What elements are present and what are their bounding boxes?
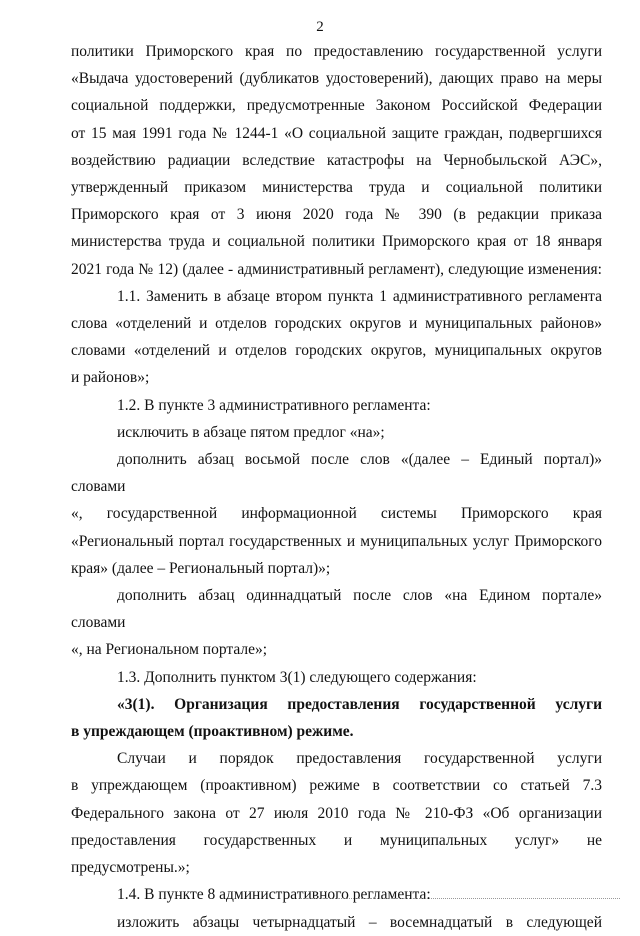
section-heading-line: «3(1). Организация предоставления государственной услуги xyxy=(117,695,602,713)
text-line: 1.1. Заменить в абзаце втором пункта 1 административного регламента xyxy=(117,287,602,305)
text-line: исключить в абзаце пятом предлог «на»; xyxy=(117,423,385,441)
text-line: 2021 года № 12) (далее - административный регламент), следующие изменения: xyxy=(71,260,602,278)
text-line: политики Приморского края по предоставлению государственной услуги xyxy=(71,43,602,60)
text-line: и районов»; xyxy=(71,369,150,387)
text-line: слова «отделений и отделов городских округов и муниципальных районов» xyxy=(71,315,602,333)
text-line: изложить абзацы четырнадцатый – восемнадцатый в следующей xyxy=(117,913,602,931)
text-line: «Региональный портал государственных и муниципальных услуг Приморского xyxy=(71,532,602,550)
scan-edge-divider xyxy=(300,897,620,899)
page-number: 2 xyxy=(316,19,324,35)
text-line: утвержденный приказом министерства труда и социальной политики xyxy=(71,179,602,197)
text-line: Федерального закона от 27 июля 2010 года № 210-ФЗ «Об организации xyxy=(71,804,602,822)
text-line: 1.3. Дополнить пунктом 3(1) следующего содержания: xyxy=(117,668,477,686)
text-line: дополнить абзац восьмой после слов «(далее – Единый портал)» словами xyxy=(71,451,602,496)
text-line: в упреждающем (проактивном) режиме в соответствии со статьей 7.3 xyxy=(71,777,602,795)
text-line: края» (далее – Региональный портал)»; xyxy=(71,559,331,577)
text-line: 1.4. В пункте 8 административного регламента: xyxy=(117,886,431,904)
text-line: словами «отделений и отделов городских округов, муниципальных округов xyxy=(71,342,602,360)
text-line: предусмотрены.»; xyxy=(71,859,190,877)
text-line: «Выдача удостоверений (дубликатов удостоверений), дающих право на меры xyxy=(71,70,602,88)
text-line: «, на Региональном портале»; xyxy=(71,641,268,659)
text-line: Приморского края от 3 июня 2020 года № 390 (в редакции приказа xyxy=(71,206,602,224)
text-line: воздействию радиации вследствие катастрофы на Чернобыльской АЭС», xyxy=(71,151,602,169)
text-line: социальной поддержки, предусмотренные Законом Российской Федерации xyxy=(71,97,602,115)
text-line: дополнить абзац одиннадцатый после слов «на Едином портале» словами xyxy=(71,587,602,632)
document-body xyxy=(71,38,602,936)
text-line: министерства труда и социальной политики Приморского края от 18 января xyxy=(71,233,602,251)
text-line: предоставления государственных и муниципальных услуг» не xyxy=(71,831,602,849)
section-heading-line: в упреждающем (проактивном) режиме. xyxy=(71,723,354,741)
text-line: от 15 мая 1991 года № 1244-1 «О социальной защите граждан, подвергшихся xyxy=(71,124,602,142)
text-line: «, государственной информационной системы Приморского края xyxy=(71,505,602,523)
text-line: Случаи и порядок предоставления государственной услуги xyxy=(117,750,602,768)
text-line: 1.2. В пункте 3 административного регламента: xyxy=(117,396,431,414)
